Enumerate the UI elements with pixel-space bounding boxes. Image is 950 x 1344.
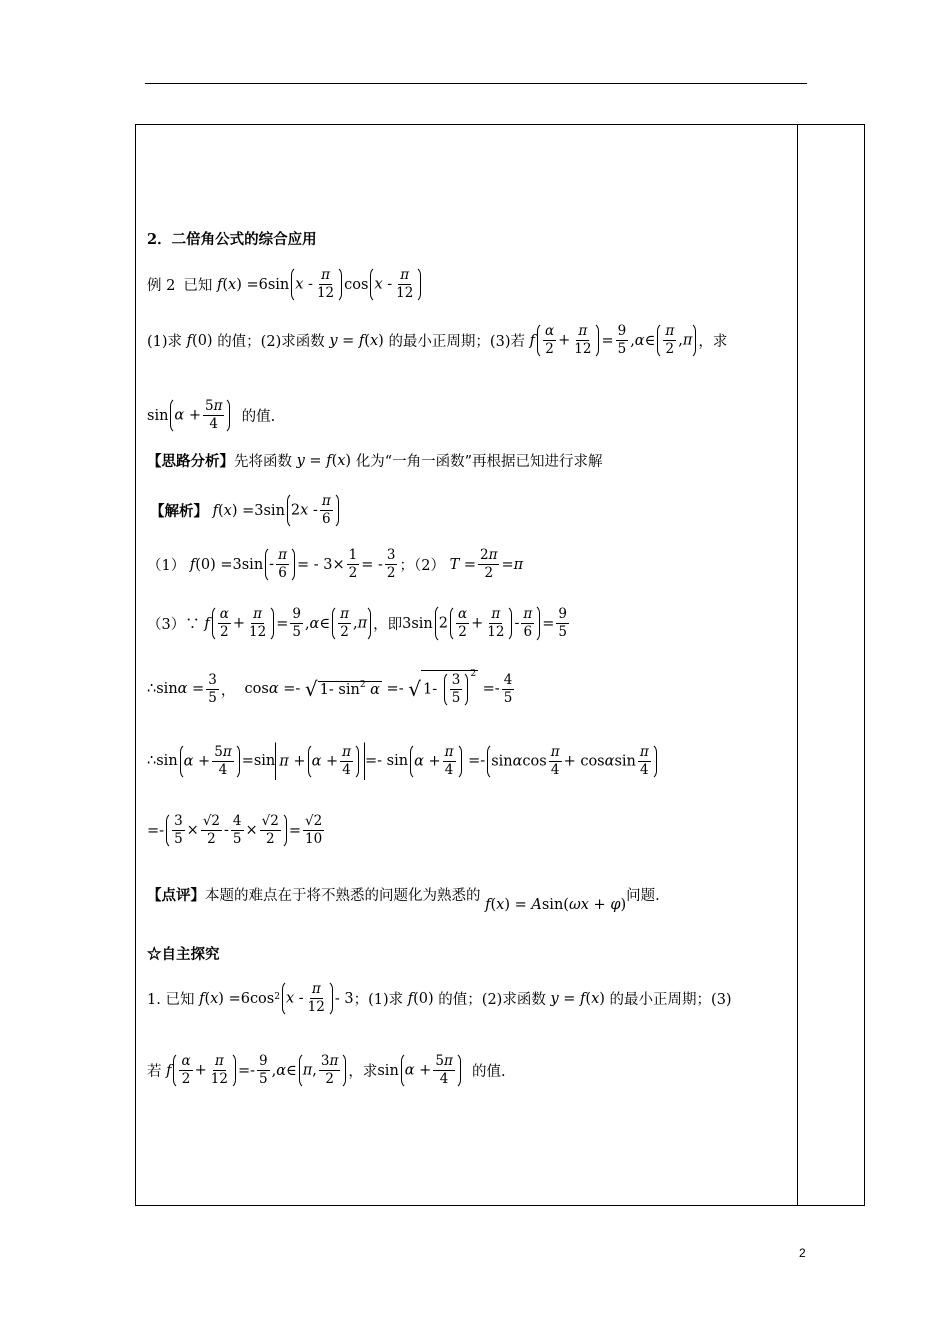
analysis: 【思路分析】 先将函数 y = f ( x ) 化为“一角一函数”再根据已知进行求解 — [147, 452, 603, 470]
solution-expansion: ∴ sin α + $\frac{5\pi}{4}$ =sin π + α + $\frac{\pi}{4}$ =- sin α + $\frac{\pi}{4}$ =- sinαcos $\frac{\pi}{4}$ + cosαsin $\frac{\pi}{4}$ — [147, 742, 659, 780]
example-questions: (1)求 f (0) 的值；(2)求函数 y = f ( x ) 的最小正周期；(3)若 f $\frac{\alpha}{2}$ + $\frac{\pi}{12}$ = $\frac{9}{5}$ , α ∈ $\frac{\pi}{2}$ ,π ，求 — [147, 323, 728, 357]
example-formula: f ( x ) =6sin x - $\frac{\pi}{12}$ cos x - $\frac{\pi}{12}$ — [217, 266, 423, 303]
solution-header: 【解析】 f ( x ) =3sin 2x - $\frac{\pi}{6}$ — [150, 492, 341, 529]
example-given: 已知 — [183, 278, 213, 294]
self-study-title: ☆自主探究 — [147, 946, 220, 963]
column-divider — [797, 124, 798, 1206]
header-rule — [145, 83, 807, 84]
solution-result: =- $\frac{3}{5}$ × $\frac{√2}{2}$ - $\frac{4}{5}$ × $\frac{√2}{2}$ = $\frac{√2}{10}$ — [147, 813, 323, 847]
page-number: 2 — [799, 1246, 806, 1260]
comment: 【点评】 本题的难点在于将不熟悉的问题化为熟悉的 f ( x ) = A sin( ωx + φ ) 问题. — [147, 887, 660, 913]
solution-part-1: （1） f (0) =3sin - $\frac{\pi}{6}$ = - 3× $\frac{1}{2}$ = - $\frac{3}{2}$ ；（2） T = $\frac{2\pi}{2}$ = π — [147, 547, 524, 581]
self-study-item-1-line-2: 若 f $\frac{\alpha}{2}$ + $\frac{\pi}{12}$ =- $\frac{9}{5}$ , α ∈ π, $\frac{3\pi}{2}$ ，求 sin α + $\frac{5\pi}{4}$ 的值. — [147, 1053, 506, 1087]
solution-part-3: （3）∵ f $\frac{\alpha}{2}$ + $\frac{\pi}{12}$ = $\frac{9}{5}$ , α ∈ $\frac{\pi}{2}$ ,π ，即 3sin 2 $\frac{\alpha}{2}$ + $\frac{\pi}{12}$ - $\frac{\pi}{6}$ = $\frac{9}{5}$ — [147, 604, 571, 643]
self-study-item-1: 1. 已知 f ( x ) =6cos $^2$ x - $\frac{\pi}{12}$ - 3 ；(1)求 f (0) 的值；(2)求函数 y = f ( x ) 的最小正周期；(3) — [147, 981, 732, 1015]
section-title: 2．二倍角公式的综合应用 — [147, 231, 317, 248]
example-question-3-target: sin α + $\frac{5\pi}{4}$ 的值. — [147, 398, 276, 432]
example-label: 例 2 — [147, 278, 176, 294]
example-statement — [147, 266, 423, 303]
solution-sin-cos: ∴ sin α = $\frac{3}{5}$ ， cos α =- √ 1- $\sin^2 \alpha$ =- √ 1- $\frac{3}{5}$ $^2$ =- $\frac{4}{5}$ — [147, 669, 513, 706]
